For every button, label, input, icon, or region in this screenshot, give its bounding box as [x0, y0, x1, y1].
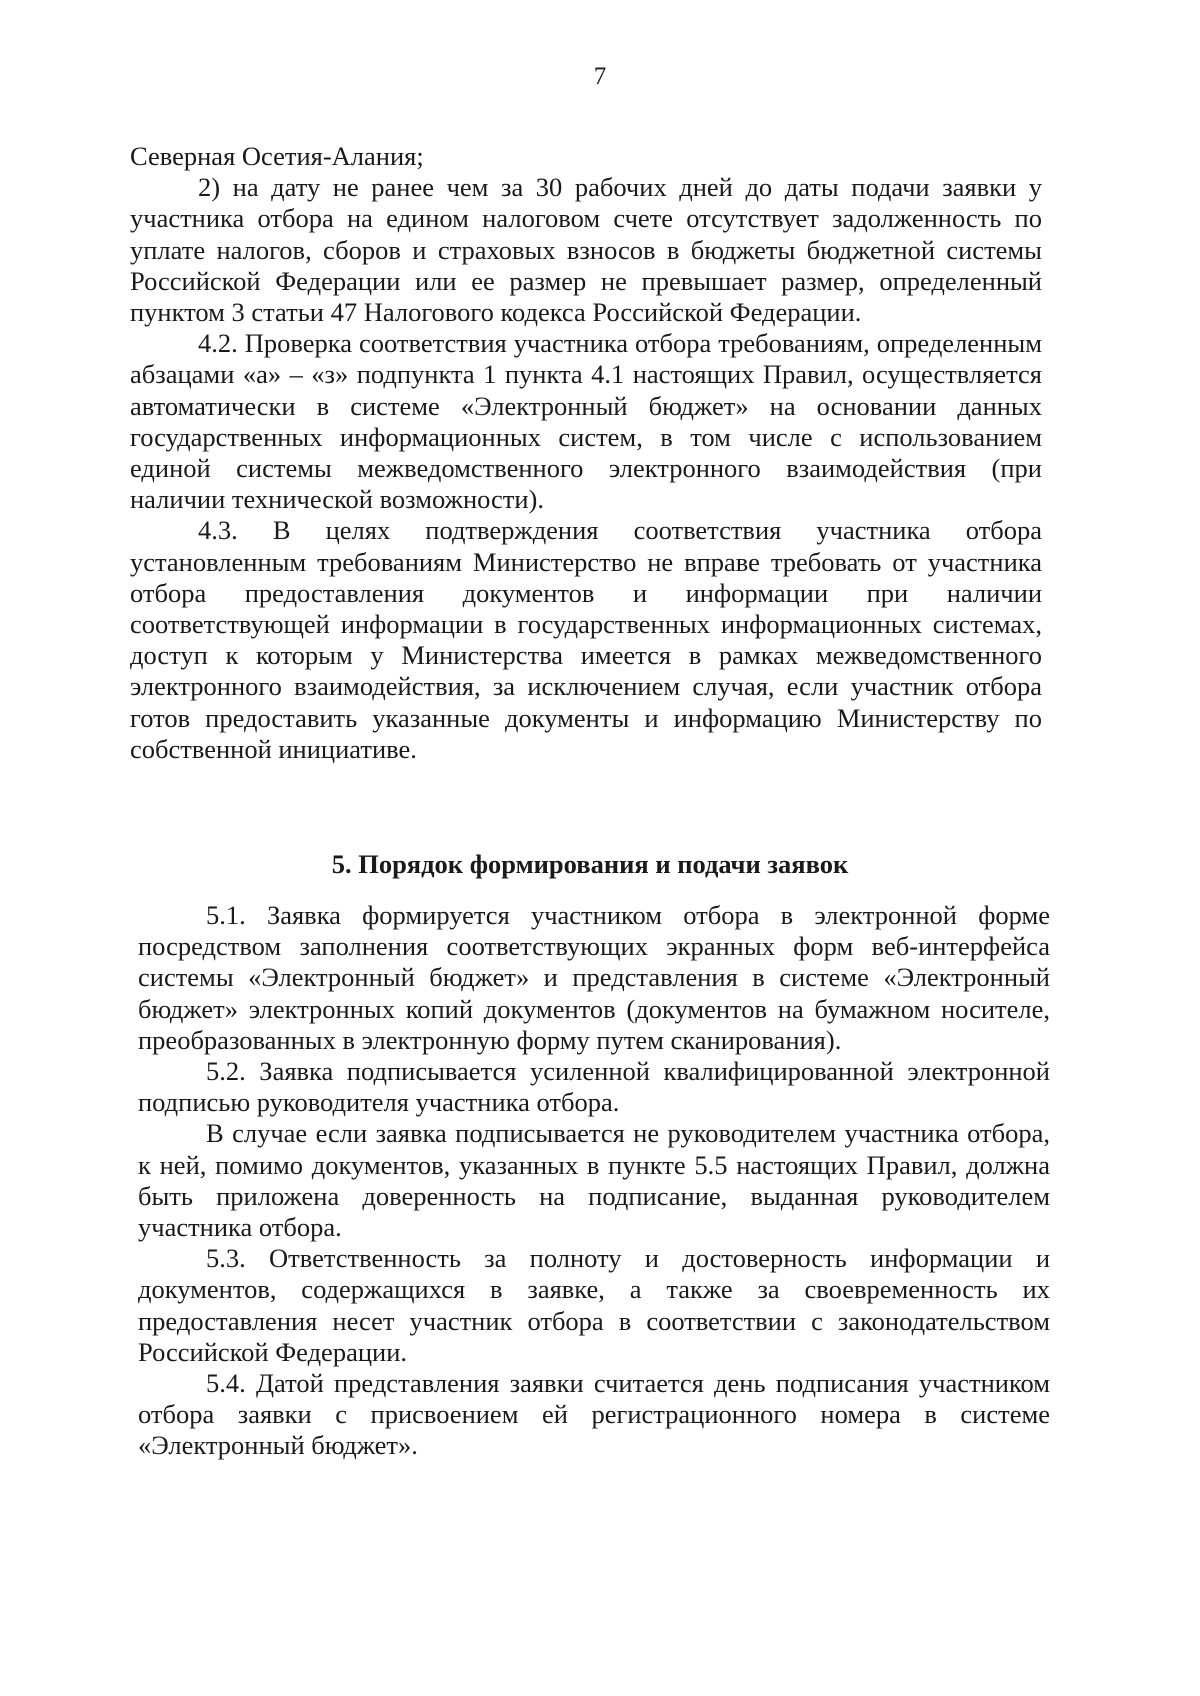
- paragraph-4-3: 4.3. В целях подтверждения соответствия участника отбора установленным требованиям Министерство не вправе требовать от участника отбора предоставления документов и информации при наличии соответствующей информации в государственных информационных системах, доступ к которым у Министерства имеется в рамках межведомственного электронного взаимодействия, за исключением случая, если участник отбора готов предоставить указанные документы и информацию Министерству по собственной инициативе.: [130, 515, 1042, 764]
- text-block-lower: [138, 900, 1050, 1462]
- paragraph-continuation: Северная Осетия-Алания;: [130, 141, 424, 171]
- paragraph-5-4: 5.4. Датой представления заявки считается день подписания участником отбора заявки с присвоением ей регистрационного номера в системе «Электронный бюджет».: [138, 1368, 1050, 1461]
- paragraph-item-2: 2) на дату не ранее чем за 30 рабочих дней до даты подачи заявки у участника отбора на едином налоговом счете отсутствует задолженность по уплате налогов, сборов и страховых взносов в бюджеты бюджетной системы Российской Федерации или ее размер не превышает размер, определенный пунктом 3 статьи 47 Налогового кодекса Российской Федерации.: [130, 172, 1042, 328]
- paragraph-5-1: 5.1. Заявка формируется участником отбора в электронной форме посредством заполнения соответствующих экранных форм веб-интерфейса системы «Электронный бюджет» и представления в системе «Электронный бюджет» электронных копий документов (документов на бумажном носителе, преобразованных в электронную форму путем сканирования).: [138, 900, 1050, 1055]
- paragraph-5-2-continuation: В случае если заявка подписывается не руководителем участника отбора, к ней, помимо документов, указанных в пункте 5.5 настоящих Правил, должна быть приложена доверенность на подписание, выданная руководителем участника отбора.: [138, 1118, 1050, 1243]
- page-number: 7: [593, 63, 607, 90]
- text-block-upper: [130, 141, 1042, 765]
- paragraph-4-2: 4.2. Проверка соответствия участника отбора требованиям, определенным абзацами «а» – «з» подпункта 1 пункта 4.1 настоящих Правил, осуществляется автоматически в системе «Электронный бюджет» на основании данных государственных информационных систем, в том числе с использованием единой системы межведомственного электронного взаимодействия (при наличии технической возможности).: [130, 328, 1042, 515]
- paragraph-5-3: 5.3. Ответственность за полноту и достоверность информации и документов, содержащихся в заявке, а также за своевременность их предоставления несет участник отбора в соответствии с законодательством Российской Федерации.: [138, 1243, 1050, 1367]
- section-heading: 5. Порядок формирования и подачи заявок: [331, 849, 849, 879]
- paragraph-5-2: 5.2. Заявка подписывается усиленной квалифицированной электронной подписью руководителя участника отбора.: [138, 1056, 1050, 1118]
